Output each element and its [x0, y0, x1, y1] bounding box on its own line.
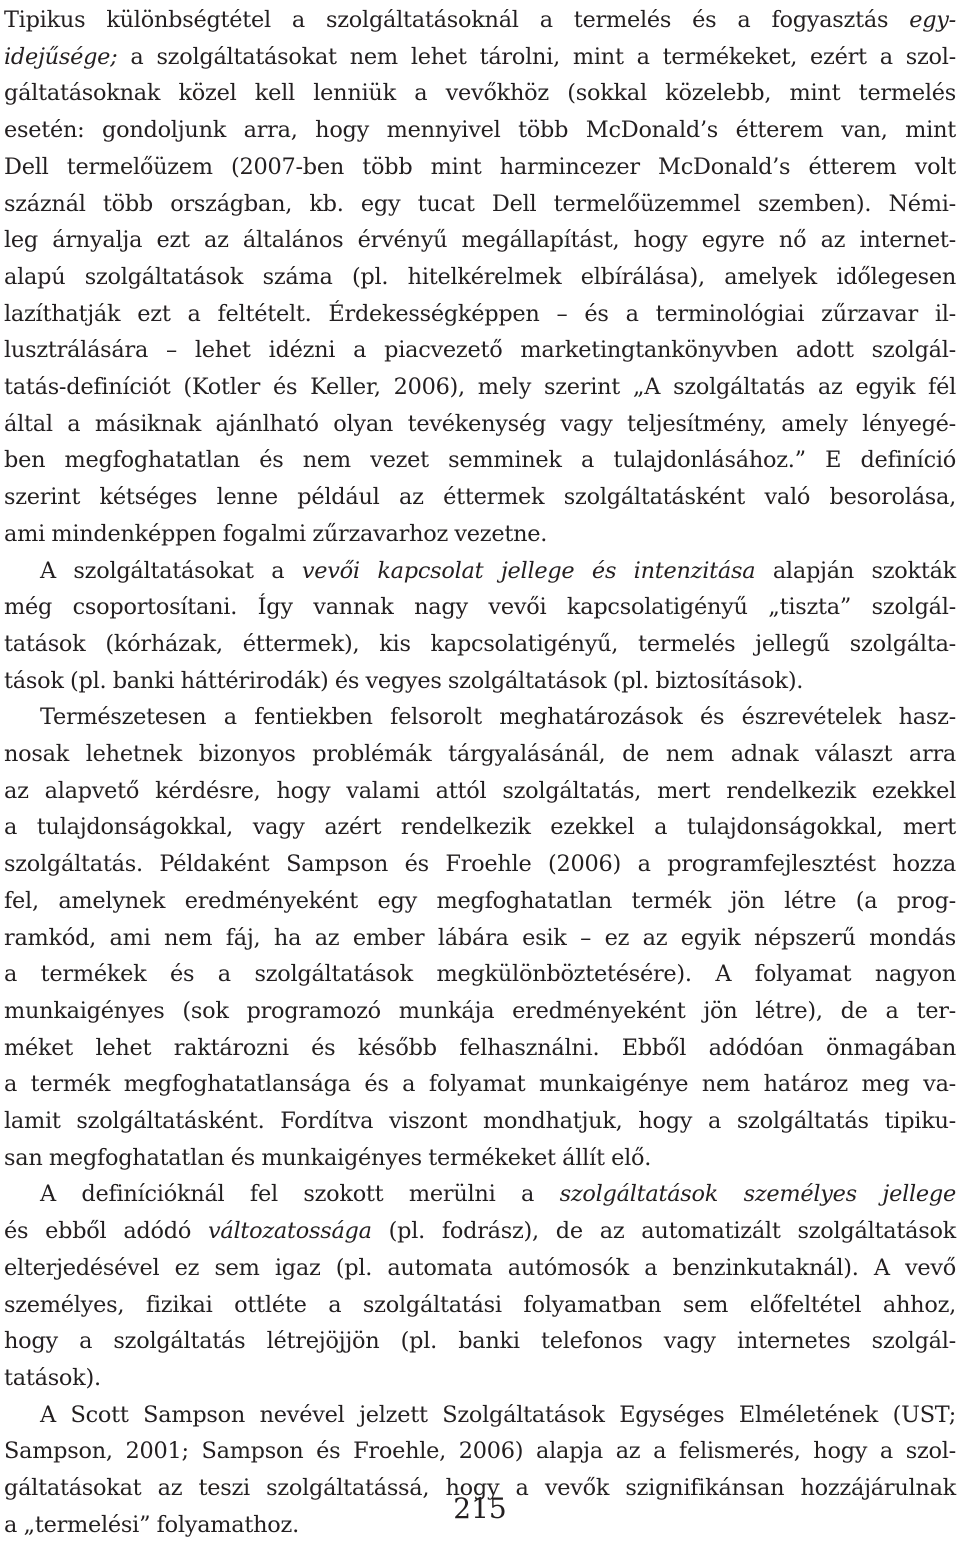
text-line [4, 589, 956, 625]
text-run: elterjedésével ez sem igaz (pl. automata autómosók a benzinkutaknál). A vevő [4, 1254, 956, 1281]
text-run: a tulajdonságokkal, vagy azért rendelkezik ezekkel a tulajdonságokkal, mert [4, 814, 956, 841]
italic-text-run: vevői kapcsolat jellege és intenzitása [301, 557, 756, 584]
text-line [4, 736, 956, 772]
text-run: munkaigényes (sok programozó munkája eredményeként jön létre), de a ter- [4, 997, 956, 1024]
text-run: san megfoghatatlan és munkaigényes termékeket állít elő. [4, 1144, 652, 1171]
text-run: tások (pl. banki háttérirodák) és vegyes szolgáltatások (pl. biztosítások). [4, 667, 804, 694]
text-line [4, 75, 956, 111]
page-number: 215 [453, 1492, 507, 1525]
text-run: Dell termelőüzem (2007-ben több mint harmincezer McDonald’s étterem volt [4, 153, 956, 180]
text-run: A Scott Sampson nevével jelzett Szolgáltatások Egységes Elméletének (UST; [40, 1401, 956, 1428]
italic-text-run: szolgáltatások személyes jellege [559, 1181, 956, 1208]
text-line [4, 186, 956, 222]
text-line [4, 1397, 956, 1433]
italic-text-run: idejűsége; [4, 43, 118, 70]
text-run: hogy a szolgáltatás létrejöjjön (pl. banki telefonos vagy internetes szolgál- [4, 1328, 956, 1355]
text-line [4, 1360, 956, 1396]
text-run: száznál több országban, kb. egy tucat Dell termelőüzemmel szemben). Némi- [4, 190, 956, 217]
text-line [4, 1213, 956, 1249]
text-line [4, 1433, 956, 1469]
text-line [4, 259, 956, 295]
text-line [4, 2, 956, 38]
text-run: (pl. fodrász), de az automatizált szolgáltatások [371, 1218, 956, 1245]
text-run: alapján szokták [755, 557, 956, 584]
text-run: szerint kétséges lenne például az éttermek szolgáltatásként való besorolása, [4, 484, 956, 511]
text-run: lazíthatják ezt a feltételt. Érdekességképpen – és a terminológiai zűrzavar il- [4, 300, 956, 327]
text-line [4, 1176, 956, 1212]
text-line [4, 553, 956, 589]
text-run: méket lehet raktározni és később felhasználni. Ebből adódóan önmagában [4, 1034, 956, 1061]
text-line [4, 1250, 956, 1286]
text-run: a szolgáltatásokat nem lehet tárolni, mint a termékeket, ezért a szol- [117, 43, 956, 70]
text-line [4, 149, 956, 185]
text-line [4, 993, 956, 1029]
italic-text-run: egy- [909, 7, 956, 33]
italic-text-run: változatossága [207, 1218, 372, 1245]
text-run: lusztrálására – lehet idézni a piacvezető marketingtankönyvben adott szolgál- [4, 337, 956, 364]
text-line [4, 1140, 956, 1176]
text-line [4, 956, 956, 992]
text-line [4, 332, 956, 368]
text-run: A szolgáltatásokat a [40, 557, 302, 584]
text-line [4, 883, 956, 919]
text-line [4, 920, 956, 956]
text-line [4, 1287, 956, 1323]
text-run: ramkód, ami nem fáj, ha az ember lábára esik – ez az egyik népszerű mondás [4, 924, 956, 951]
text-run: és ebből adódó [4, 1218, 208, 1245]
text-run: Természetesen a fentiekben felsorolt meghatározások és észrevételek hasz- [40, 704, 956, 731]
text-line [4, 222, 956, 258]
text-line [4, 406, 956, 442]
text-line [4, 846, 956, 882]
text-run: lamit szolgáltatásként. Fordítva viszont mondhatjuk, hogy a szolgáltatás tipiku- [4, 1108, 956, 1134]
text-run: tatás-definíciót (Kotler és Keller, 2006), mely szerint „A szolgáltatás az egyik fél [4, 374, 956, 400]
text-run: fel, amelynek eredményeként egy megfoghatatlan termék jön létre (a prog- [4, 887, 956, 914]
text-run: tatások). [4, 1364, 101, 1391]
text-run: leg árnyalja ezt az általános érvényű megállapítást, hogy egyre nő az internet- [4, 227, 956, 254]
text-run: tatások (kórházak, éttermek), kis kapcsolatigényű, termelés jellegű szolgálta- [4, 630, 956, 657]
text-line [4, 516, 956, 552]
text-run: a termékek és a szolgáltatások megkülönböztetésére). A folyamat nagyon [4, 961, 956, 988]
text-run: gáltatásokat az teszi szolgáltatássá, hogy a vevők szignifikánsan hozzájárulnak [4, 1475, 956, 1501]
text-line [4, 39, 956, 75]
text-line [4, 1103, 956, 1139]
text-run: ami mindenképpen fogalmi zűrzavarhoz vezetne. [4, 520, 548, 547]
text-run: az alapvető kérdésre, hogy valami attól szolgáltatás, mert rendelkezik ezekkel [4, 777, 956, 804]
text-line [4, 296, 956, 332]
text-run: ben megfoghatatlan és nem vezet semminek a tulajdonlásához.” E definíció [4, 447, 956, 474]
text-line [4, 479, 956, 515]
text-line [4, 369, 956, 405]
text-run: szolgáltatás. Példaként Sampson és Froehle (2006) a programfejlesztést hozza [4, 851, 956, 878]
text-line [4, 1066, 956, 1102]
text-line [4, 626, 956, 662]
text-run: Tipikus különbségtétel a szolgáltatásoknál a termelés és a fogyasztás [4, 7, 910, 33]
text-line [4, 1030, 956, 1066]
text-run: a termék megfoghatatlansága és a folyamat munkaigénye nem határoz meg va- [4, 1071, 956, 1098]
text-run: nosak lehetnek bizonyos problémák tárgyalásánál, de nem adnak választ arra [4, 741, 956, 767]
text-run: alapú szolgáltatások száma (pl. hitelkérelmek elbírálása), amelyek időlegesen [4, 263, 956, 290]
text-run: személyes, fizikai ottléte a szolgáltatási folyamatban sem előfeltétel ahhoz, [4, 1291, 956, 1318]
text-line [4, 809, 956, 845]
text-run: Sampson, 2001; Sampson és Froehle, 2006) alapja az a felismerés, hogy a szol- [4, 1438, 956, 1465]
text-run: a „termelési” folyamathoz. [4, 1511, 299, 1538]
text-line [4, 663, 956, 699]
text-run: által a másiknak ajánlható olyan tevékenység vagy teljesítmény, amely lényegé- [4, 410, 956, 437]
text-run: még csoportosítani. Így vannak nagy vevői kapcsolatigényű „tiszta” szolgál- [4, 594, 956, 621]
text-run: A definícióknál fel szokott merülni a [40, 1181, 560, 1208]
text-line [4, 112, 956, 148]
text-line [4, 442, 956, 478]
text-line [4, 1323, 956, 1359]
text-line [4, 699, 956, 735]
text-run: esetén: gondoljunk arra, hogy mennyivel több McDonald’s étterem van, mint [4, 117, 956, 144]
text-run: gáltatásoknak közel kell lenniük a vevőkhöz (sokkal közelebb, mint termelés [4, 80, 956, 107]
text-line [4, 773, 956, 809]
